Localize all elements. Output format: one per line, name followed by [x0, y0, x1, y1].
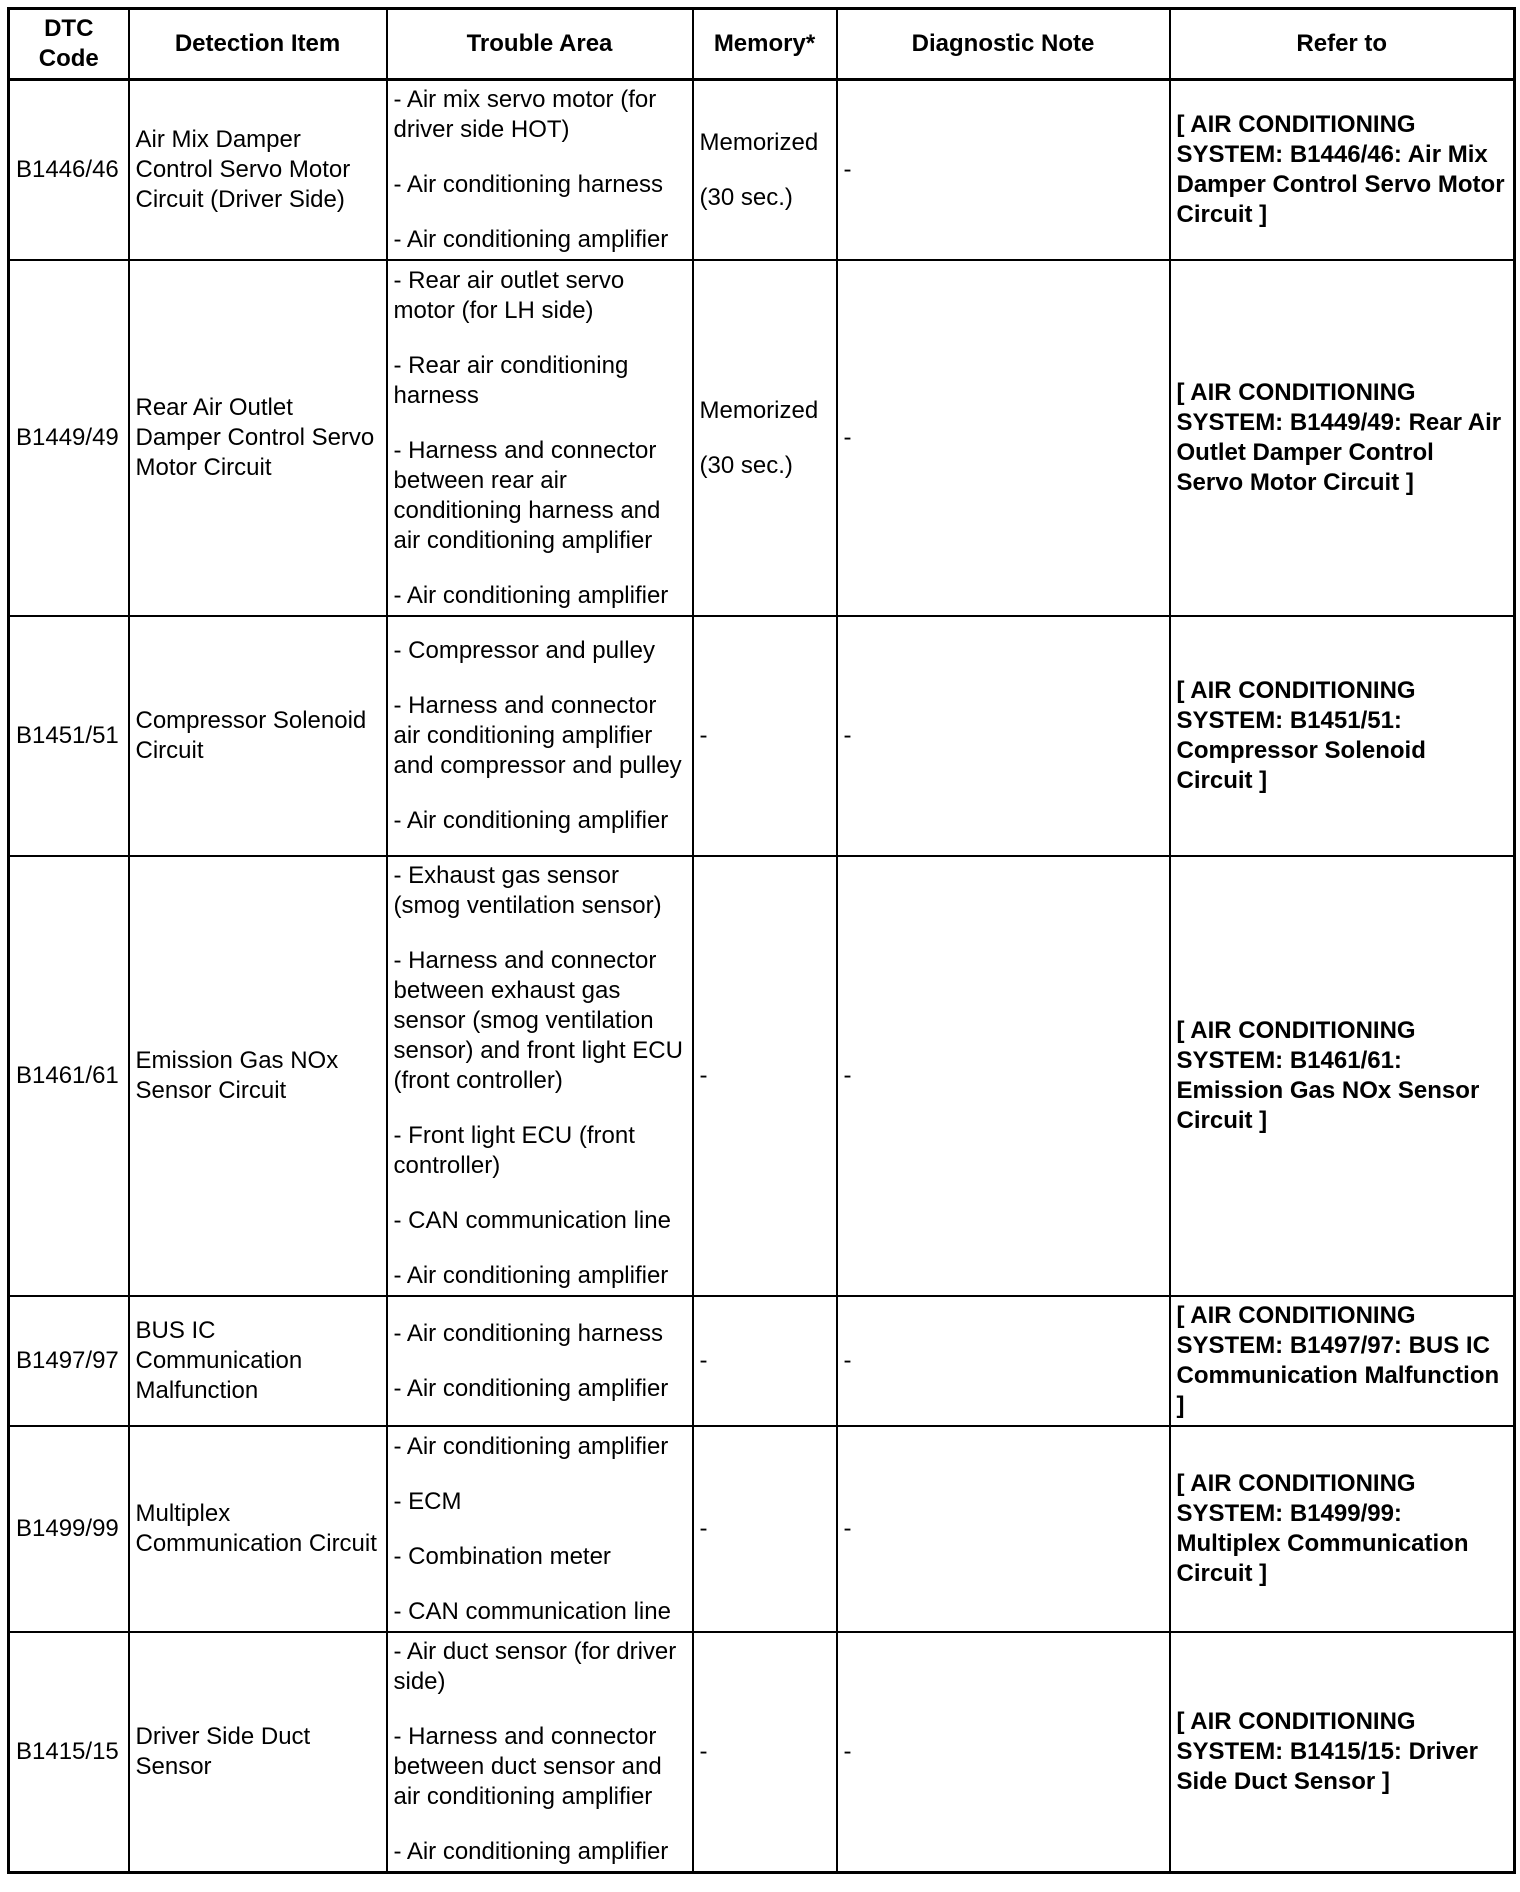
trouble-area-cell — [387, 616, 693, 856]
memory-cell — [693, 856, 837, 1296]
trouble-area-item: - Air conditioning amplifier — [393, 581, 669, 609]
memory-line: - — [699, 1062, 708, 1089]
trouble-area-item: - Rear air conditioning harness — [393, 351, 629, 409]
dtc-table-body — [9, 80, 1515, 1873]
trouble-area-item: - CAN communication line — [393, 1207, 671, 1234]
diagnostic-note-cell: - — [837, 1632, 1170, 1873]
dtc-code-cell: B1461/61 — [9, 856, 129, 1296]
trouble-area-item: - Air conditioning amplifier — [393, 1838, 669, 1865]
memory-line: - — [699, 1738, 708, 1765]
trouble-area-item: - Harness and connector between rear air conditioning harness and air conditioning amplifier — [393, 436, 661, 554]
trouble-area-item: - Air conditioning harness — [393, 1319, 663, 1347]
diagnostic-note-cell: - — [837, 856, 1170, 1296]
dtc-table — [7, 7, 1516, 1874]
detection-item-cell: Rear Air Outlet Damper Control Servo Motor Circuit — [129, 260, 387, 616]
dtc-code-cell: B1415/15 — [9, 1632, 129, 1873]
trouble-area-item: - Air duct sensor (for driver side) — [393, 1638, 677, 1695]
memory-cell — [693, 260, 837, 616]
refer-to-cell: [ AIR CONDITIONING SYSTEM: B1499/99: Multiplex Communication Circuit ] — [1170, 1426, 1515, 1632]
memory-line: - — [699, 722, 708, 749]
trouble-area-item: - Harness and connector between duct sensor and air conditioning amplifier — [393, 1723, 662, 1810]
detection-item-cell: Multiplex Communication Circuit — [129, 1426, 387, 1632]
memory-line: (30 sec.) — [699, 183, 793, 211]
diagnostic-note-cell: - — [837, 1296, 1170, 1426]
diagnostic-note-cell: - — [837, 616, 1170, 856]
trouble-area-cell — [387, 80, 693, 261]
header-trouble-area: Trouble Area — [387, 9, 693, 80]
header-detection-item: Detection Item — [129, 9, 387, 80]
table-row — [9, 1426, 1515, 1632]
dtc-code-cell: B1449/49 — [9, 260, 129, 616]
refer-to-cell: [ AIR CONDITIONING SYSTEM: B1415/15: Driver Side Duct Sensor ] — [1170, 1632, 1515, 1873]
memory-line: (30 sec.) — [699, 451, 793, 479]
table-row — [9, 856, 1515, 1296]
refer-to-cell: [ AIR CONDITIONING SYSTEM: B1497/97: BUS IC Communication Malfunction ] — [1170, 1296, 1515, 1426]
trouble-area-item: - Rear air outlet servo motor (for LH side) — [393, 266, 625, 324]
diagnostic-note-cell: - — [837, 80, 1170, 261]
trouble-area-item: - Front light ECU (front controller) — [393, 1122, 635, 1179]
memory-line: - — [699, 1515, 708, 1542]
memory-cell — [693, 1426, 837, 1632]
header-memory: Memory* — [693, 9, 837, 80]
dtc-code-cell: B1446/46 — [9, 80, 129, 261]
trouble-area-item: - Air conditioning amplifier — [393, 1432, 669, 1460]
memory-line: Memorized — [699, 128, 819, 156]
refer-to-cell: [ AIR CONDITIONING SYSTEM: B1451/51: Compressor Solenoid Circuit ] — [1170, 616, 1515, 856]
memory-cell — [693, 616, 837, 856]
table-row — [9, 260, 1515, 616]
detection-item-cell: Emission Gas NOx Sensor Circuit — [129, 856, 387, 1296]
dtc-code-cell: B1497/97 — [9, 1296, 129, 1426]
refer-to-cell: [ AIR CONDITIONING SYSTEM: B1446/46: Air Mix Damper Control Servo Motor Circuit ] — [1170, 80, 1515, 261]
trouble-area-item: - Air conditioning harness — [393, 171, 663, 198]
trouble-area-cell — [387, 1632, 693, 1873]
refer-to-cell: [ AIR CONDITIONING SYSTEM: B1449/49: Rear Air Outlet Damper Control Servo Motor Circuit ] — [1170, 260, 1515, 616]
table-row — [9, 80, 1515, 261]
trouble-area-item: - Air conditioning amplifier — [393, 1374, 669, 1402]
trouble-area-cell — [387, 1296, 693, 1426]
trouble-area-item: - Combination meter — [393, 1542, 611, 1570]
trouble-area-item: - Exhaust gas sensor (smog ventilation sensor) — [393, 862, 662, 919]
trouble-area-item: - Harness and connector between exhaust gas sensor (smog ventilation sensor) and front light ECU (front controller) — [393, 947, 683, 1094]
detection-item-cell: Compressor Solenoid Circuit — [129, 616, 387, 856]
diagnostic-note-cell: - — [837, 1426, 1170, 1632]
trouble-area-cell — [387, 1426, 693, 1632]
trouble-area-item: - Harness and connector air conditioning amplifier and compressor and pulley — [393, 692, 682, 779]
trouble-area-item: - Air conditioning amplifier — [393, 807, 669, 834]
dtc-code-cell: B1451/51 — [9, 616, 129, 856]
trouble-area-item: - Air mix servo motor (for driver side HOT) — [393, 86, 657, 143]
memory-cell — [693, 80, 837, 261]
trouble-area-item: - ECM — [393, 1487, 462, 1515]
detection-item-cell: BUS IC Communication Malfunction — [129, 1296, 387, 1426]
memory-line: - — [699, 1347, 708, 1374]
trouble-area-item: - Compressor and pulley — [393, 637, 655, 664]
dtc-code-cell: B1499/99 — [9, 1426, 129, 1632]
trouble-area-cell — [387, 260, 693, 616]
memory-line: Memorized — [699, 396, 819, 424]
table-row — [9, 1296, 1515, 1426]
table-row — [9, 1632, 1515, 1873]
detection-item-cell: Driver Side Duct Sensor — [129, 1632, 387, 1873]
header-diagnostic-note: Diagnostic Note — [837, 9, 1170, 80]
trouble-area-cell — [387, 856, 693, 1296]
table-row — [9, 616, 1515, 856]
trouble-area-item: - Air conditioning amplifier — [393, 226, 669, 253]
refer-to-cell: [ AIR CONDITIONING SYSTEM: B1461/61: Emission Gas NOx Sensor Circuit ] — [1170, 856, 1515, 1296]
trouble-area-item: - Air conditioning amplifier — [393, 1262, 669, 1289]
diagnostic-note-cell: - — [837, 260, 1170, 616]
trouble-area-item: - CAN communication line — [393, 1597, 671, 1625]
dtc-document — [7, 7, 1513, 1874]
memory-cell — [693, 1296, 837, 1426]
table-header-row — [9, 9, 1515, 80]
detection-item-cell: Air Mix Damper Control Servo Motor Circuit (Driver Side) — [129, 80, 387, 261]
header-refer-to: Refer to — [1170, 9, 1515, 80]
memory-cell — [693, 1632, 837, 1873]
header-dtc-code: DTC Code — [9, 9, 129, 80]
